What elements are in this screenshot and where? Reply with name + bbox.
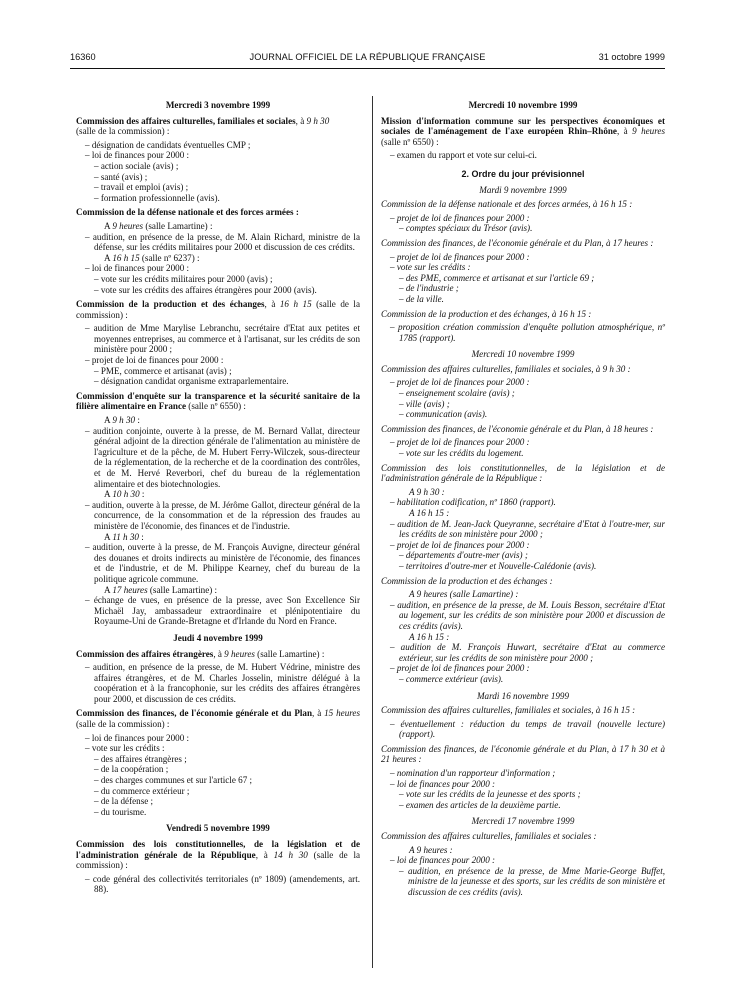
agenda-subitem: – travail et emploi (avis) ;: [94, 182, 189, 193]
meeting-time: 9 h 30: [306, 115, 330, 126]
agenda-subitem: – vote sur les crédits de la jeunesse et des sports ;: [399, 789, 581, 800]
commission-heading: Commission des lois constitutionnelles, de la législation et de l'administration générale de la République, à 14 h 30 (salle de la commission) :: [76, 839, 361, 871]
time-line: A 10 h 30 :: [104, 489, 145, 500]
agenda-subitem: – action sociale (avis) ;: [94, 160, 179, 171]
agenda-subitem: – des PME, commerce et artisanat et sur l'article 69 ;: [399, 272, 595, 283]
day-heading: Mercredi 10 novembre 1999: [468, 100, 578, 110]
commission-heading: Commission de la production et des échanges, à 16 h 15 (salle de la commission) :: [76, 299, 360, 320]
commission-block: [76, 116, 360, 204]
commission-title: Commission d'enquête sur la transparence et la sécurité sanitaire de la filière alimentaire en France: [76, 390, 360, 412]
agenda-item: – nomination d'un rapporteur d'information ;: [390, 768, 556, 779]
column-divider: [372, 96, 373, 968]
time-line: A 9 heures (salle Lamartine) :: [104, 220, 213, 231]
time-line: A 16 h 15 (salle nº 6237) :: [104, 252, 200, 263]
page-header: [70, 52, 665, 66]
journal-title: JOURNAL OFFICIEL DE LA RÉPUBLIQUE FRANÇAISE: [249, 52, 486, 62]
commission-heading: Commission de la défense nationale et des forces armées, à 16 h 15 :: [381, 199, 633, 210]
agenda-item: – code général des collectivités territoriales (nº 1809) (amendements, art. 88).: [85, 873, 360, 895]
day-heading: Mardi 16 novembre 1999: [476, 690, 570, 701]
time-line: A 9 heures (salle Lamartine) :: [409, 589, 519, 600]
agenda-item: – audition de M. Jean-Jack Queyranne, secrétaire d'Etat à l'outre-mer, sur les crédits de son ministère pour 2000 ;: [390, 518, 665, 540]
agenda-item: – audition conjointe, ouverte à la presse, de M. Bernard Vallat, directeur général adjoint de la direction générale de l'alimentation au ministère de l'agriculture et de la pêche, de M. Hubert Ferry-Wilczek, sous-directeur de la réglementation, de la recherche et de la coordination des contrôles, et de M. Hervé Reverbori, chef du bureau de la réglementation alimentaire et des biotechnologies.: [85, 425, 360, 489]
agenda-item: – désignation de candidats éventuelles CMP ;: [85, 139, 251, 150]
time-line: A 9 h 30 :: [104, 415, 140, 426]
commission-title: Commission de la production et des échanges: [76, 299, 265, 310]
day-heading: Mardi 9 novembre 1999: [479, 184, 567, 195]
header-rule: [70, 68, 665, 69]
agenda-subitem: – territoires d'outre-mer et Nouvelle-Calédonie (avis).: [399, 560, 597, 571]
day-heading: Mercredi 17 novembre 1999: [471, 816, 575, 827]
agenda-item: – projet de loi de finances pour 2000 :: [390, 437, 530, 448]
issue-date: 31 octobre 1999: [598, 52, 665, 62]
agenda-item: – projet de loi de finances pour 2000 :: [390, 663, 530, 674]
agenda-subitem: – vote sur les crédits des affaires étrangères pour 2000 (avis).: [94, 284, 317, 295]
agenda-subitem: – ville (avis) ;: [399, 398, 450, 409]
agenda-item: – audition, en présence de la presse, de M. Louis Besson, secrétaire d'Etat au logement, sur les crédits de son ministère pour 2000 et discussion de ces crédits (avis).: [390, 599, 665, 631]
time-line: A 17 heures (salle Lamartine) :: [104, 584, 218, 595]
agenda-item: – audition, ouverte à la presse, de M. François Auvigne, directeur général des douanes et droits indirects au ministère de l'économie, des finances et de l'industrie, et de M. Philippe Kearney, chef du bureau de la politique agricole commune.: [85, 542, 360, 584]
commission-heading: Commission des affaires étrangères, à 9 heures (salle Lamartine) :: [76, 648, 325, 659]
commission-heading: Mission d'information commune sur les perspectives économiques et sociales de l'aménagement de l'axe européen Rhin–Rhône, à 9 heures (salle nº 6550) :: [381, 115, 665, 147]
left-column: [76, 100, 360, 899]
time-line: A 11 h 30 :: [104, 531, 144, 542]
agenda-subitem: – désignation candidat organisme extraparlementaire.: [94, 376, 289, 387]
agenda-item: – audition, en présence de la presse, de M. Alain Richard, ministre de la défense, sur les crédits militaires pour 2000 et discussion de ces crédits.: [85, 231, 360, 253]
commission-heading: Commission des finances, de l'économie générale et du Plan, à 18 heures :: [381, 423, 654, 434]
agenda-item: – loi de finances pour 2000 :: [390, 778, 496, 789]
section-heading: 2. Ordre du jour prévisionnel: [461, 168, 585, 179]
agenda-subitem: – commerce extérieur (avis).: [399, 673, 504, 684]
agenda-subitem: – de la défense ;: [94, 796, 154, 807]
commission-block: [76, 299, 360, 387]
commission-heading: Commission des lois constitutionnelles, de la législation et de l'administration générale de la République :: [381, 462, 665, 484]
agenda-subitem: – enseignement scolaire (avis) ;: [399, 388, 515, 399]
agenda-item: – projet de loi de finances pour 2000 :: [390, 212, 530, 223]
commission-heading: Commission de la production et des échanges, à 16 h 15 :: [381, 308, 592, 319]
agenda-subitem: – de l'industrie ;: [399, 283, 459, 294]
commission-heading: Commission des finances, de l'économie générale et du Plan, à 17 h 30 et à 21 heures :: [381, 743, 665, 765]
agenda-item: – loi de finances pour 2000 :: [85, 732, 190, 743]
time-line: A 9 heures :: [409, 844, 453, 855]
agenda-subitem: – départements d'outre-mer (avis) ;: [399, 550, 528, 561]
commission-heading: Commission des affaires culturelles, familiales et sociales, à 9 h 30 (salle de la commission) :: [76, 115, 330, 137]
agenda-item: – loi de finances pour 2000 :: [85, 150, 190, 161]
time-line: A 9 h 30 :: [409, 486, 445, 497]
commission-block: [381, 116, 665, 161]
agenda-subitem: – comptes spéciaux du Trésor (avis).: [399, 223, 533, 234]
commission-title: Commission des finances, de l'économie générale et du Plan: [76, 708, 313, 719]
agenda-item: – audition de Mme Marylise Lebranchu, secrétaire d'Etat aux petites et moyennes entreprises, au commerce et à l'artisanat, sur les crédits de son ministère pour 2000 ;: [85, 323, 360, 355]
agenda-item: – proposition création commission d'enquête pollution atmosphérique, nº 1785 (rapport).: [390, 322, 665, 343]
agenda-subitem: – de la ville.: [399, 293, 444, 304]
agenda-item: – projet de loi de finances pour 2000 :: [390, 539, 530, 550]
commission-title: Commission des lois constitutionnelles, de la législation et de l'administration générale de la République: [76, 839, 360, 860]
agenda-subitem: – formation professionnelle (avis).: [94, 192, 220, 203]
day-heading: Vendredi 5 novembre 1999: [166, 823, 270, 834]
commission-block: [76, 649, 360, 705]
agenda-item: – audition de M. François Huwart, secrétaire d'Etat au commerce extérieur, sur les crédits de son ministère pour 2000 ;: [390, 642, 665, 663]
page-number: 16360: [70, 52, 96, 62]
agenda-item: – audition, ouverte à la presse, de M. Jérôme Gallot, directeur général de la concurrence, de la consommation et de la répression des fraudes au ministère de l'économie, des finances et de l'industrie.: [85, 499, 360, 531]
day-heading: Mercredi 3 novembre 1999: [165, 100, 271, 110]
commission-title: Commission des affaires étrangères: [76, 648, 214, 659]
agenda-subitem: – communication (avis).: [399, 409, 488, 420]
commission-heading: Commission de la production et des échanges :: [381, 575, 553, 586]
agenda-subitem: – des affaires étrangères ;: [94, 753, 187, 764]
agenda-item: – éventuellement : réduction du temps de travail (nouvelle lecture) (rapport).: [390, 718, 665, 740]
agenda-item: – échange de vues, en présence de la presse, avec Son Excellence Sir Michaël Jay, ambassadeur extraordinaire et plénipotentiaire du Royaume-Uni de Grande-Bretagne et d'Irlande du Nord en France.: [85, 595, 360, 627]
commission-heading: [76, 207, 360, 218]
agenda-item: – audition, en présence de la presse, de M. Hubert Védrine, ministre des affaires étrangères, et de M. Charles Josselin, ministre délégué à la coopération et à la francophonie, sur les crédits des affaires étrangères pour 2000, et discussion de ces crédits.: [85, 662, 360, 704]
agenda-item: – vote sur les crédits :: [85, 743, 165, 754]
commission-block: [76, 708, 360, 817]
time-line: A 16 h 15 :: [409, 631, 450, 642]
agenda-subitem: – vote sur les crédits du logement.: [399, 448, 524, 459]
commission-heading: Commission des finances, de l'économie générale et du Plan, à 15 heures (salle de la commission) :: [76, 708, 361, 730]
day-heading: Jeudi 4 novembre 1999: [173, 632, 263, 643]
agenda-item: – loi de finances pour 2000 :: [390, 855, 496, 866]
commission-title: Commission de la défense nationale et des forces armées :: [76, 207, 299, 218]
commission-title: Commission des affaires culturelles, familiales et sociales: [76, 115, 296, 126]
agenda-item: – projet de loi de finances pour 2000 :: [85, 355, 224, 366]
agenda-item: – projet de loi de finances pour 2000 :: [390, 251, 530, 262]
commission-heading: Commission des affaires culturelles, familiales et sociales :: [381, 831, 597, 842]
agenda-item: – projet de loi de finances pour 2000 :: [390, 377, 530, 388]
commission-heading: Commission des affaires culturelles, familiales et sociales, à 9 h 30 :: [381, 363, 631, 374]
agenda-subitem: – de la coopération ;: [94, 764, 169, 775]
commission-block: [76, 839, 360, 895]
agenda-item: – examen du rapport et vote sur celui-ci.: [390, 150, 537, 161]
right-column: [381, 100, 665, 898]
agenda-subitem: – examen des articles de la deuxième partie.: [399, 799, 561, 810]
commission-block: [76, 391, 360, 627]
agenda-subitem: – des charges communes et sur l'article 67 ;: [94, 775, 253, 786]
agenda-subitem: – santé (avis) ;: [94, 171, 148, 182]
agenda-subitem: – audition, en présence de la presse, de Mme Marie-George Buffet, ministre de la jeunesse et des sports, sur les crédits de son ministère et discussion de ces crédits (avis).: [399, 865, 665, 897]
commission-heading: Commission d'enquête sur la transparence et la sécurité sanitaire de la filière alimentaire en France (salle nº 6550) :: [76, 390, 360, 412]
agenda-item: – habilitation codification, nº 1860 (rapport).: [390, 497, 556, 508]
commission-heading: Commission des affaires culturelles, familiales et sociales, à 16 h 15 :: [381, 705, 636, 716]
commission-title: Mission d'information commune sur les perspectives économiques et sociales de l'aménagement de l'axe européen Rhin–Rhône: [381, 115, 665, 137]
commission-heading: Commission des finances, de l'économie générale et du Plan, à 17 heures :: [381, 237, 654, 248]
agenda-subitem: – vote sur les crédits militaires pour 2000 (avis) ;: [94, 273, 273, 284]
agenda-item: – loi de finances pour 2000 :: [85, 263, 190, 274]
agenda-subitem: – du commerce extérieur ;: [94, 785, 190, 796]
agenda-item: – vote sur les crédits :: [390, 262, 471, 273]
time-line: A 16 h 15 :: [409, 508, 450, 518]
commission-block: [76, 207, 360, 295]
agenda-subitem: – du tourisme.: [94, 806, 147, 817]
day-heading: Mercredi 10 novembre 1999: [471, 349, 575, 360]
agenda-subitem: – PME, commerce et artisanat (avis) ;: [94, 365, 232, 376]
